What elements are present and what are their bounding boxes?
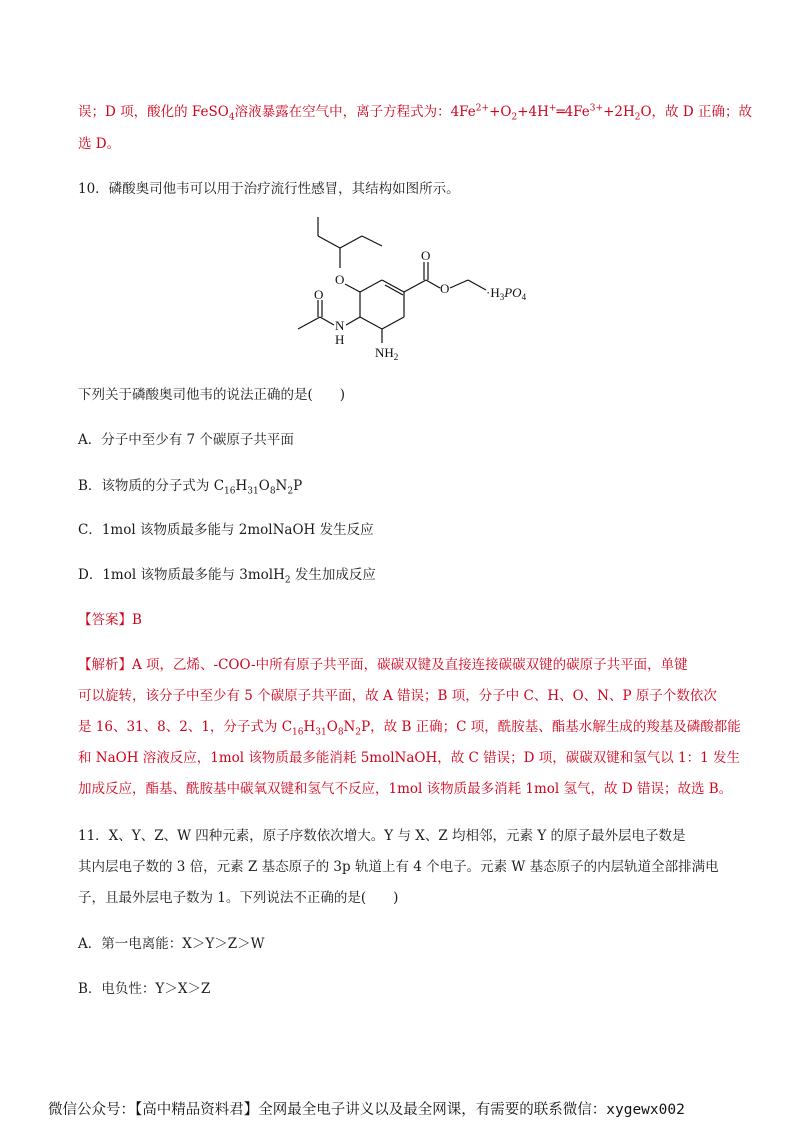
bond bbox=[404, 280, 426, 292]
q11-stem: 11．X、Y、Z、W 四种元素，原子序数依次增大。Y 与 X、Z 均相邻，元素 Y 的原子最外层电子数是 其内层电子数的 3 倍，元素 Z 基态原子的 3p 轨道上有 4 个电子。元素 W 基态原子的内层轨道全部排满电 子，且最外层电子数为 1。下列说法不正确的是( ) bbox=[78, 828, 719, 906]
bond bbox=[360, 280, 382, 292]
atom-o-ether: O bbox=[335, 272, 345, 287]
q10-option-d: D．1mol 该物质最多能与 3molH$_2$ 发生加成反应 bbox=[78, 567, 376, 586]
atom-o-carbonyl: O bbox=[421, 248, 431, 263]
bond bbox=[320, 317, 334, 325]
bond bbox=[426, 280, 440, 288]
atom-o-amide: O bbox=[314, 287, 324, 302]
atom-n-amide: N bbox=[335, 318, 345, 333]
q10-option-b: B．该物质的分子式为 $C_{16}H_{31}O_8N_2P$ bbox=[78, 478, 303, 497]
phosphoric-acid-label: $\cdot H_3PO_4$ bbox=[486, 285, 527, 302]
prev-analysis-line-2: 选 D。 bbox=[78, 136, 121, 152]
q10-option-c: C．1mol 该物质最多能与 2molNaOH 发生反应 bbox=[78, 522, 374, 538]
q11-option-b: B．电负性：Y＞X＞Z bbox=[78, 981, 211, 997]
bond bbox=[360, 317, 382, 329]
q10-answer: 【答案】B bbox=[78, 612, 142, 628]
bond bbox=[298, 317, 320, 329]
bond bbox=[346, 317, 360, 325]
page-footer: 微信公众号：【高中精品资料君】全网最全电子讲义以及最全网课，有需要的联系微信：xygewx002 bbox=[48, 1102, 685, 1118]
bond bbox=[450, 280, 468, 288]
q10-option-a: A．分子中至少有 7 个碳原子共平面 bbox=[78, 432, 294, 448]
bond bbox=[382, 317, 404, 329]
bond bbox=[318, 236, 340, 248]
bond bbox=[345, 284, 360, 292]
analysis-row-3: 是 16、31、8、2、1，分子式为 $C_{16}H_{31}O_8N_2P$，故 B 正确；C 项，酰胺基、酯基水解生成的羧基及磷酸都能 bbox=[78, 719, 741, 738]
atom-nh2: $NH_2$ bbox=[375, 345, 399, 362]
q10-stem: 10．磷酸奥司他韦可以用于治疗流行性感冒，其结构如图所示。 bbox=[78, 181, 460, 197]
atom-h-amide: H bbox=[335, 332, 345, 347]
prev-analysis-line-1: 误；D 项，酸化的 FeSO$_4$溶液暴露在空气中，离子方程式为：$4Fe^{2+}+O_2+4H^+═4Fe^{3+}+2H_2O$，故 D 正确；故 bbox=[78, 103, 752, 123]
bond bbox=[362, 236, 382, 246]
bond bbox=[382, 280, 404, 292]
oseltamivir-structure-diagram bbox=[290, 212, 570, 372]
analysis-row-1: 【解析】A 项，乙烯、-COO-中所有原子共平面，碳碳双键及直接连接碳碳双键的碳原子共平面，单键 bbox=[78, 657, 688, 673]
atom-o-ester: O bbox=[440, 281, 450, 296]
bond bbox=[468, 280, 486, 290]
q10-analysis bbox=[78, 650, 741, 805]
bond bbox=[340, 236, 362, 248]
q11-option-a: A．第一电离能：X＞Y＞Z＞W bbox=[78, 936, 265, 952]
analysis-row-5: 加成反应，酯基、酰胺基中碳氧双键和氢气不反应，1mol 该物质最多消耗 1mol 氢气，故 D 错误；故选 B。 bbox=[78, 781, 733, 797]
analysis-row-4: 和 NaOH 溶液反应，1mol 该物质最多能消耗 5molNaOH，故 C 错误；D 项，碳碳双键和氢气以 1：1 发生 bbox=[78, 750, 741, 766]
analysis-row-2: 可以旋转，该分子中至少有 5 个碳原子共平面，故 A 错误；B 项，分子中 C、H、O、N、P 原子个数依次 bbox=[78, 688, 717, 704]
q10-prompt: 下列关于磷酸奥司他韦的说法正确的是( ) bbox=[78, 387, 346, 403]
